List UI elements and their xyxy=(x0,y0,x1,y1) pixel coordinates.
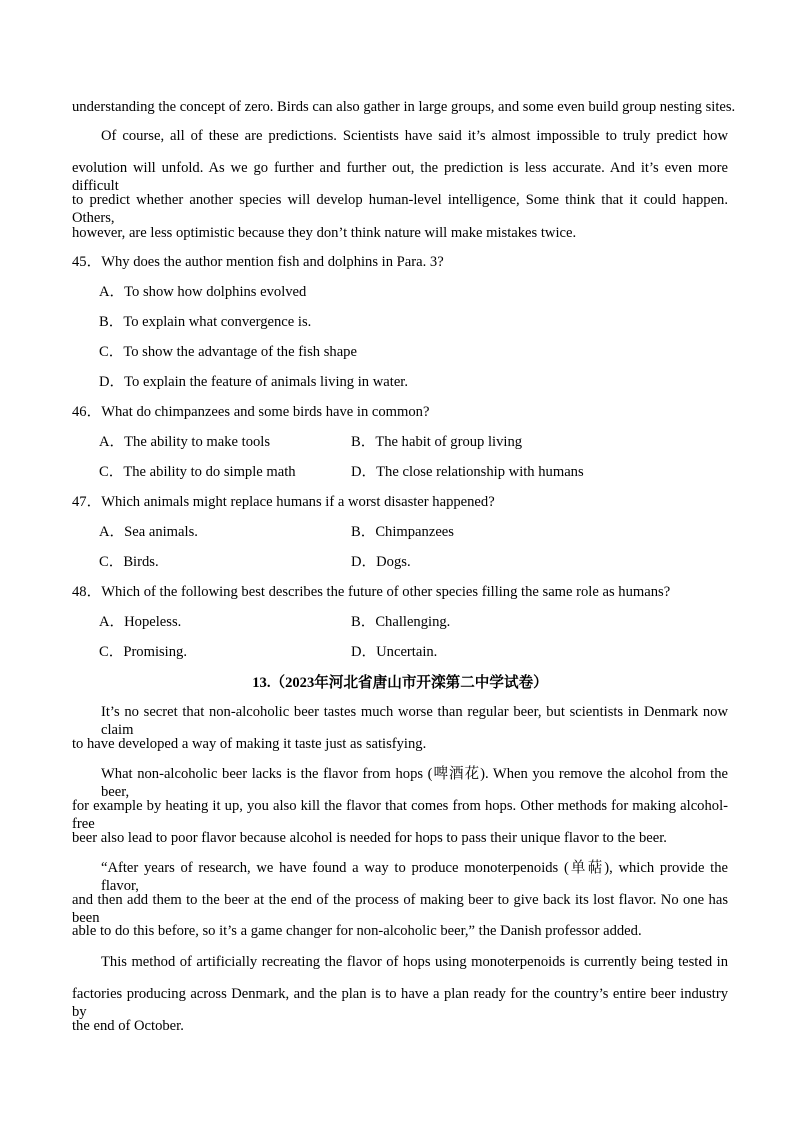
paragraph-line: It’s no secret that non-alcoholic beer tastes much worse than regular beer, but scientists in Denmark now claim xyxy=(101,704,728,738)
question-stem: 48．Which of the following best describes the future of other species filling the same role as humans? xyxy=(72,584,671,600)
question-stem: 45．Why does the author mention fish and dolphins in Para. 3? xyxy=(72,254,444,270)
answer-option: B．Chimpanzees xyxy=(351,524,454,540)
answer-option: D．To explain the feature of animals living in water. xyxy=(99,374,409,390)
paragraph-line: and then add them to the beer at the end of the process of making beer to give back its lost flavor. No one has been xyxy=(72,892,728,926)
paragraph-line: to predict whether another species will develop human-level intelligence, Some think that it could happen. Others, xyxy=(72,192,728,226)
paragraph-line: understanding the concept of zero. Birds can also gather in large groups, and some even build group nesting sites. xyxy=(72,99,736,115)
answer-option: B．Challenging. xyxy=(351,614,451,630)
paragraph-line: What non-alcoholic beer lacks is the flavor from hops (啤酒花). When you remove the alcohol from the beer, xyxy=(101,766,728,800)
answer-option: C．Birds. xyxy=(99,554,159,570)
paragraph-line: “After years of research, we have found a way to produce monoterpenoids (单萜), which provide the flavor, xyxy=(101,860,728,894)
paragraph-line: factories producing across Denmark, and the plan is to have a plan ready for the country’s entire beer industry by xyxy=(72,986,728,1020)
answer-option: B．To explain what convergence is. xyxy=(99,314,312,330)
section-heading: 13.（2023年河北省唐山市开滦第二中学试卷） xyxy=(252,675,548,691)
paragraph-line: Of course, all of these are predictions. Scientists have said it’s almost impossible to truly predict how xyxy=(101,128,728,144)
answer-option: A．Sea animals. xyxy=(99,524,198,540)
answer-option: C．Promising. xyxy=(99,644,187,660)
answer-option: A．The ability to make tools xyxy=(99,434,271,450)
paragraph-line: beer also lead to poor flavor because alcohol is needed for hops to pass their unique flavor to the beer. xyxy=(72,830,667,846)
question-stem: 47．Which animals might replace humans if a worst disaster happened? xyxy=(72,494,495,510)
paragraph-line: This method of artificially recreating the flavor of hops using monoterpenoids is currently being tested in xyxy=(101,954,728,970)
answer-option: D．The close relationship with humans xyxy=(351,464,584,480)
paragraph-line: the end of October. xyxy=(72,1018,184,1034)
answer-option: B．The habit of group living xyxy=(351,434,523,450)
paragraph-line: evolution will unfold. As we go further and further out, the prediction is less accurate. And it’s even more difficult xyxy=(72,160,728,194)
question-stem: 46．What do chimpanzees and some birds have in common? xyxy=(72,404,430,420)
answer-option: D．Dogs. xyxy=(351,554,411,570)
paragraph-line: able to do this before, so it’s a game changer for non-alcoholic beer,” the Danish professor added. xyxy=(72,923,642,939)
answer-option: A．To show how dolphins evolved xyxy=(99,284,307,300)
answer-option: A．Hopeless. xyxy=(99,614,182,630)
paragraph-line: to have developed a way of making it taste just as satisfying. xyxy=(72,736,427,752)
paragraph-line: however, are less optimistic because they don’t think nature will make mistakes twice. xyxy=(72,225,577,241)
paragraph-line: for example by heating it up, you also kill the flavor that comes from hops. Other methods for making alcohol-free xyxy=(72,798,728,832)
answer-option: C．To show the advantage of the fish shape xyxy=(99,344,357,360)
answer-option: D．Uncertain. xyxy=(351,644,438,660)
answer-option: C．The ability to do simple math xyxy=(99,464,296,480)
